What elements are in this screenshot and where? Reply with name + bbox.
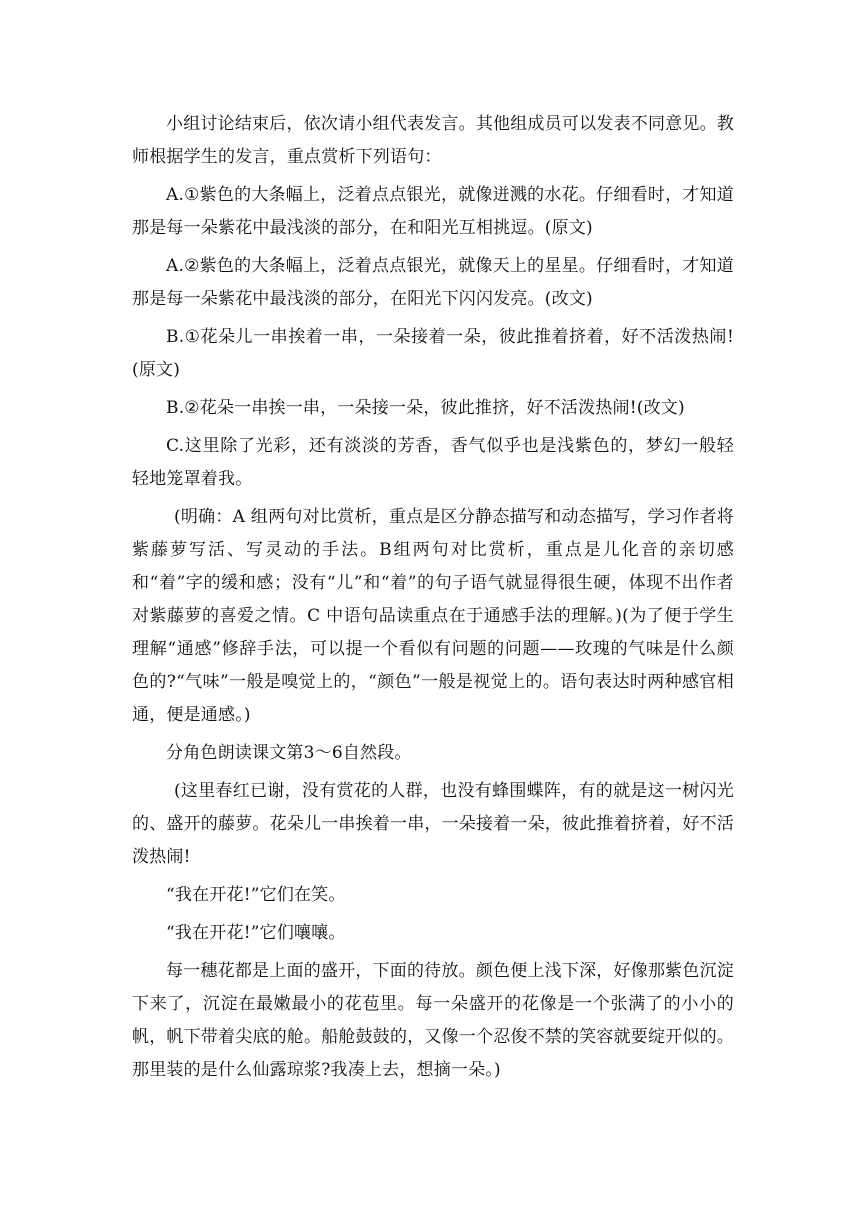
paragraph-sentence-b1: B.①花朵儿一串挨着一串，一朵接着一朵，彼此推着挤着，好不活泼热闹!(原文): [132, 327, 734, 380]
paragraph-sentence-c: C.这里除了光彩，还有淡淡的芳香，香气似乎也是浅紫色的，梦幻一般轻轻地笼罩着我。: [132, 436, 734, 489]
paragraph-excerpt-opening: (这里春红已谢，没有赏花的人群，也没有蜂围蝶阵，有的就是这一树闪光的、盛开的藤萝。花朵儿一串挨着一串，一朵接着一朵，彼此推着挤着，好不活泼热闹!: [132, 781, 734, 867]
document-body: [132, 108, 734, 1092]
paragraph-excerpt-shouting: “我在开花!”它们嚷嚷。: [166, 923, 346, 943]
paragraph-clarification: (明确：A 组两句对比赏析，重点是区分静态描写和动态描写，学习作者将紫藤萝写活、写灵动的手法。B组两句对比赏析，重点是儿化音的亲切感和“着”字的缓和感；没有“儿”和“着”的句子语气就显得很生硬，体现不出作者对紫藤萝的喜爱之情。C 中语句品读重点在于通感手法的理解。)(为了便于学生理解“通感”修辞手法，可以提一个看似有问题的问题——玫瑰的气味是什么颜色的?“气味”一般是嗅觉上的，“颜色”一般是视觉上的。语句表达时两种感官相通，便是通感。): [132, 507, 734, 725]
paragraph-excerpt-laughing: “我在开花!”它们在笑。: [166, 885, 346, 905]
paragraph-role-reading: 分角色朗读课文第3～6自然段。: [166, 743, 412, 763]
paragraph-sentence-b2: B.②花朵一串挨一串，一朵接一朵，彼此推挤，好不活泼热闹!(改文): [166, 398, 685, 418]
paragraph-excerpt-flowers: 每一穗花都是上面的盛开，下面的待放。颜色便上浅下深，好像那紫色沉淀下来了，沉淀在最嫩最小的花苞里。每一朵盛开的花像是一个张满了的小小的帆，帆下带着尖底的舱。船舱鼓鼓的，又像一个忍俊不禁的笑容就要绽开似的。那里装的是什么仙露琼浆?我凑上去，想摘一朵。): [132, 961, 734, 1080]
paragraph-sentence-a2: A.②紫色的大条幅上，泛着点点银光，就像天上的星星。仔细看时，才知道那是每一朵紫花中最浅淡的部分，在阳光下闪闪发亮。(改文): [132, 256, 734, 309]
paragraph-discussion-intro: 小组讨论结束后，依次请小组代表发言。其他组成员可以发表不同意见。教师根据学生的发言，重点赏析下列语句：: [132, 114, 734, 167]
paragraph-sentence-a1: A.①紫色的大条幅上，泛着点点银光，就像迸溅的水花。仔细看时，才知道那是每一朵紫花中最浅淡的部分，在和阳光互相挑逗。(原文): [132, 185, 734, 238]
